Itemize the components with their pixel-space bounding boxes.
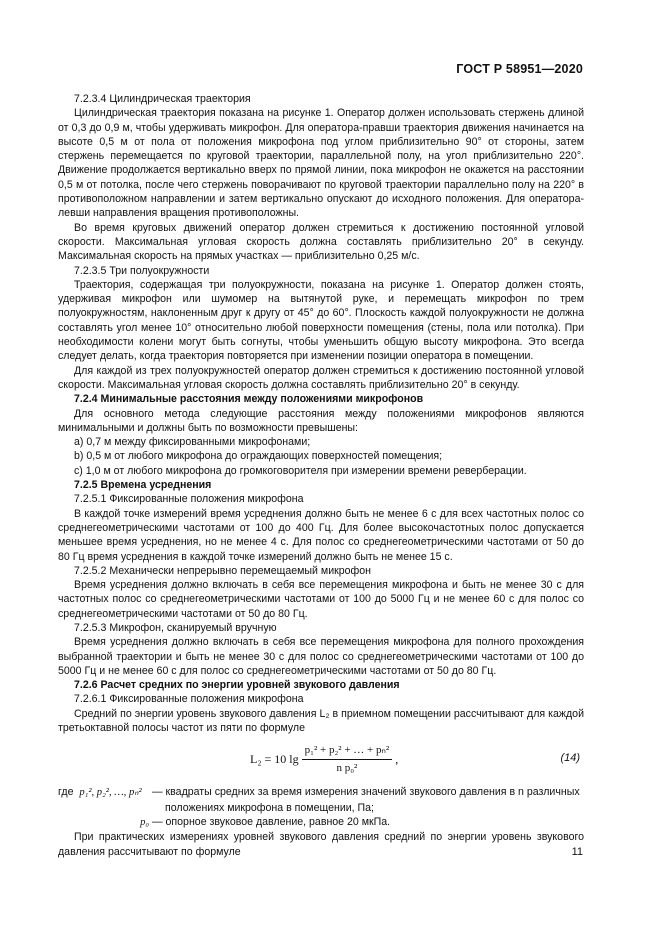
paragraph-list (58, 92, 584, 735)
legend-symbol-2-cell (58, 815, 152, 830)
formula-14 (58, 739, 584, 781)
paragraph: Для каждой из трех полуокружностей оператор должен стремиться к достижению постоянной угловой скорости. Максимальная угловая скорость должна составлять приблизительно 20° в секунду. (58, 364, 584, 391)
section-heading: 7.2.5 Времена усреднения (74, 479, 212, 492)
legend-desc-1: — квадраты средних за время измерения значений звукового давления в n различных (152, 786, 580, 799)
formula-lhs: L₂ = 10 lg (250, 752, 299, 766)
legend-symbol-2: p₀ (140, 816, 150, 828)
legend-symbol-1: p₁², p₂², …, pₙ² (79, 787, 142, 799)
paragraph: Время усреднения должно включать в себя все перемещения микрофона и быть не менее 30 с для частотных полос со среднегеометрическими частотами от 100 до 5000 Гц и не менее 60 с для полос со среднегеометрическими частотами от 50 до 80 Гц. (58, 579, 584, 620)
standard-header: ГОСТ Р 58951—2020 (456, 62, 583, 76)
section-heading: 7.2.5.2 Механически непрерывно перемещаемый микрофон (74, 564, 371, 577)
section-heading: 7.2.3.5 Три полуокружности (74, 264, 210, 277)
paragraph: В каждой точке измерений время усреднения должно быть не менее 6 с для всех частотных полос со среднегеометрическими частотами от 100 до 400 Гц. Для более высокочастотных полос допускается меньшее время усреднения, но не менее 4 с. Для полос со среднегеометрическими частотами от 50 до 80 Гц время усреднения в каждой точке измерений должно быть не менее 15 с. (58, 507, 584, 563)
formula-denominator: n p₀² (336, 761, 358, 774)
formula-numerator: p₁² + p₂² + … + pₙ² (302, 743, 393, 759)
list-item: c) 1,0 м от любого микрофона до громкоговорителя при измерении времени реверберации. (74, 464, 527, 477)
paragraph: Траектория, содержащая три полуокружности, показана на рисунке 1. Оператор должен стоять, удерживая микрофон или шумомер на вытянутой руке, и перемещать микрофон по трем полуокружностям, наклоненным друг к другу от 45° до 60°. Плоскость каждой полуокружности не должна составлять угол менее 10° относительно любой поверхности помещения (стены, пола или потолка). При необходимости колени могут быть согнуты, чтобы уменьшить общую высоту микрофона. Это всегда следует делать, когда траектория повторяется при изменении позиции оператора в помещении. (58, 278, 584, 363)
page-number: 11 (571, 846, 583, 858)
section-heading: 7.2.4 Минимальные расстояния между положениями микрофонов (74, 393, 424, 406)
formula-expression (250, 743, 398, 775)
list-item: а) 0,7 м между фиксированными микрофонами; (74, 436, 311, 449)
section-heading: 7.2.5.1 Фиксированные положения микрофона (74, 493, 304, 506)
section-heading: 7.2.6 Расчет средних по энергии уровней звукового давления (74, 679, 400, 692)
final-paragraph: При практических измерениях уровней звукового давления средний по энергии уровень звукового давления рассчитывают по формуле (58, 831, 584, 858)
list-item: b) 0,5 м от любого микрофона до ограждающих поверхностей помещения; (74, 450, 443, 463)
section-heading: 7.2.6.1 Фиксированные положения микрофона (74, 693, 304, 706)
section-heading: 7.2.5.3 Микрофон, сканируемый вручную (74, 621, 277, 634)
legend-desc-1-cont: положениях микрофона в помещении, Па; (165, 801, 374, 814)
section-heading: 7.2.3.4 Цилиндрическая траектория (74, 93, 251, 105)
paragraph: Средний по энергии уровень звукового давления L₂ в приемном помещении рассчитывают для каждой третьоктавной полосы частот из пяти по формуле (58, 707, 584, 735)
paragraph: Во время круговых движений оператор должен стремиться к достижению постоянной угловой скорости. Максимальная угловая скорость должна составлять приблизительно 20° в секунду. Максимальная скорость на прямых участках — приблизительно 0,25 м/с. (58, 221, 584, 263)
legend-where-row (58, 785, 152, 800)
legend-desc-2: — опорное звуковое давление, равное 20 мкПа. (152, 815, 391, 828)
formula-tail: , (395, 752, 399, 766)
paragraph: Для основного метода следующие расстояния между положениями микрофонов являются минимальными и должны быть по возможности превышены: (58, 407, 584, 434)
formula-legend (58, 785, 584, 830)
equation-number: (14) (560, 752, 580, 765)
paragraph: Цилиндрическая траектория показана на рисунке 1. Оператор должен использовать стержень длиной от 0,3 до 0,9 м, чтобы удерживать микрофон. Для оператора-правши траектория движения начинается на высоте 0,5 м от пола от положения микрофона под углом приблизительно 90° от стороны, затем стержень перемещается по круговой траектории, параллельной полу, на угол приблизительно 220°. Движение продолжается вертикально вверх по прямой линии, пока микрофон не окажется на расстоянии 0,5 м от потолка, после чего стержень поворачивают по круговой траектории параллельно полу на 220° в противоположном направлении и затем вертикально опускают до исходного положения. Для оператора-левши направления вращения противоположны. (58, 107, 584, 220)
legend-where-label: где (58, 786, 74, 799)
document-body (58, 92, 584, 859)
paragraph: Время усреднения должно включать в себя все перемещения микрофона для полного прохождения выбранной траектории и быть не менее 30 с для полос со среднегеометрическими частотами от 100 до 5000 Гц и не менее 60 с для полос со среднегеометрическими частотами от 50 до 80 Гц. (58, 636, 584, 677)
formula-fraction (302, 743, 393, 775)
